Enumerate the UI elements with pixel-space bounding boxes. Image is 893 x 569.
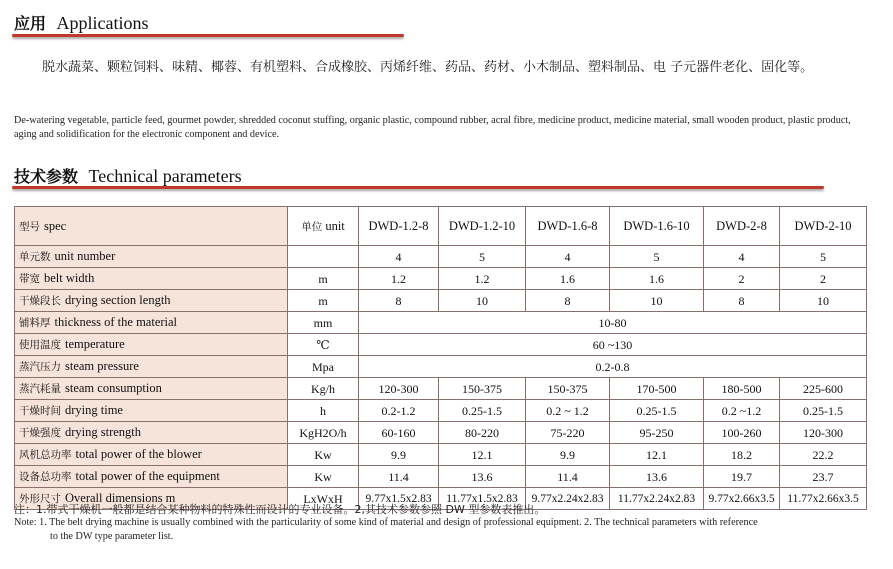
row-value: 4 [704, 246, 780, 268]
row-label-en: drying strength [65, 425, 142, 439]
row-value: 10 [610, 290, 704, 312]
row-value: 4 [359, 246, 439, 268]
row-label-en: belt width [44, 271, 95, 285]
table-row [15, 290, 867, 312]
row-value: 150-375 [439, 378, 526, 400]
row-value: 1.2 [439, 268, 526, 290]
row-value: 60-160 [359, 422, 439, 444]
row-value: 0.25-1.5 [780, 400, 867, 422]
row-value: 150-375 [526, 378, 610, 400]
row-label-cn: 蒸汽压力 [19, 361, 61, 373]
row-value: 9.9 [526, 444, 610, 466]
row-value: 10 [439, 290, 526, 312]
applications-text-en: De-watering vegetable, particle feed, gourmet powder, shredded coconut stuffing, organic plastic, compound rubber, acral fibre, medicine product, medicine material, small wooden product, plastic product, aging and solidification for the electronic component and device. [14, 115, 851, 140]
model-header: DWD-1.6-8 [526, 207, 610, 246]
row-value-merged: 0.2-0.8 [359, 356, 867, 378]
technical-title-en: Technical parameters [88, 166, 242, 186]
row-label [15, 378, 288, 400]
row-value: 180-500 [704, 378, 780, 400]
row-value: 120-300 [780, 422, 867, 444]
row-unit: h [288, 400, 359, 422]
row-label [15, 466, 288, 488]
unit-header-en: unit [325, 218, 345, 233]
row-value: 2 [704, 268, 780, 290]
row-unit: Mpa [288, 356, 359, 378]
table-row [15, 312, 867, 334]
spec-header-cell [15, 207, 288, 246]
row-value: 9.77x1.5x2.83 [359, 488, 439, 510]
row-label-cn: 设备总功率 [19, 471, 72, 483]
applications-text-cn: 脱水蔬菜、颗粒饲料、味精、椰蓉、有机塑料、合成橡胶、丙烯纤维、药品、药材、小木制品、塑料制品、电 子元器件老化、固化等。 [42, 60, 814, 75]
row-value: 80-220 [439, 422, 526, 444]
row-label-en: drying section length [65, 293, 171, 307]
row-value: 0.2 ~ 1.2 [526, 400, 610, 422]
row-unit: ℃ [288, 334, 359, 356]
row-label [15, 422, 288, 444]
row-label-en: unit number [54, 249, 116, 263]
row-unit: Kw [288, 444, 359, 466]
row-label [15, 356, 288, 378]
row-value: 12.1 [439, 444, 526, 466]
row-value: 0.2-1.2 [359, 400, 439, 422]
note-en [14, 516, 874, 544]
row-label-cn: 单元数 [19, 251, 51, 263]
row-value: 225-600 [780, 378, 867, 400]
table-row [15, 444, 867, 466]
row-value: 22.2 [780, 444, 867, 466]
row-value: 5 [439, 246, 526, 268]
row-value: 8 [526, 290, 610, 312]
applications-title-en: Applications [56, 13, 149, 33]
row-unit: m [288, 290, 359, 312]
row-label-cn: 干燥段长 [19, 295, 61, 307]
row-value: 8 [704, 290, 780, 312]
row-value: 8 [359, 290, 439, 312]
table-row [15, 334, 867, 356]
row-label-cn: 干燥时间 [19, 405, 61, 417]
row-value: 10 [780, 290, 867, 312]
row-value: 12.1 [610, 444, 704, 466]
row-value: 13.6 [439, 466, 526, 488]
note-en-line1: Note: 1. The belt drying machine is usually combined with the particularity of some kind of material and design of professional equipment. 2. The technical parameters with reference [14, 517, 758, 528]
row-label-en: total power of the blower [75, 447, 202, 461]
table-row [15, 268, 867, 290]
spec-header-cn: 型号 [19, 220, 40, 233]
unit-header-cell [288, 207, 359, 246]
row-label [15, 334, 288, 356]
technical-underline [12, 186, 824, 189]
row-label [15, 246, 288, 268]
row-value: 5 [780, 246, 867, 268]
note-en-line2: to the DW type parameter list. [50, 531, 174, 542]
row-label [15, 268, 288, 290]
table-row [15, 378, 867, 400]
row-value-merged: 10-80 [359, 312, 867, 334]
row-value: 18.2 [704, 444, 780, 466]
row-label-cn: 蒸汽耗量 [19, 383, 61, 395]
row-label [15, 444, 288, 466]
row-label [15, 290, 288, 312]
row-label [15, 312, 288, 334]
row-unit [288, 246, 359, 268]
row-value: 100-260 [704, 422, 780, 444]
row-label [15, 400, 288, 422]
row-value: 75-220 [526, 422, 610, 444]
model-header: DWD-2-10 [780, 207, 867, 246]
row-value: 23.7 [780, 466, 867, 488]
row-value: 13.6 [610, 466, 704, 488]
row-label-en: steam pressure [65, 359, 139, 373]
row-unit: LxWxH [288, 488, 359, 510]
table-row [15, 400, 867, 422]
row-value: 0.25-1.5 [439, 400, 526, 422]
row-unit: Kg/h [288, 378, 359, 400]
applications-heading [14, 11, 149, 34]
row-value: 11.4 [526, 466, 610, 488]
row-value: 2 [780, 268, 867, 290]
row-unit: mm [288, 312, 359, 334]
row-label-en: total power of the equipment [75, 469, 220, 483]
row-value: 9.77x2.66x3.5 [704, 488, 780, 510]
row-value-merged: 60 ~130 [359, 334, 867, 356]
row-label-cn: 风机总功率 [19, 449, 72, 461]
table-row [15, 422, 867, 444]
row-value: 0.2 ~1.2 [704, 400, 780, 422]
model-header: DWD-1.2-8 [359, 207, 439, 246]
row-label-cn: 使用温度 [19, 339, 61, 351]
spec-table [14, 206, 867, 510]
applications-title-cn: 应用 [14, 14, 47, 33]
row-value: 170-500 [610, 378, 704, 400]
row-unit: m [288, 268, 359, 290]
technical-title-cn: 技术参数 [14, 167, 79, 186]
row-label-en: Overall dimensions m [65, 491, 176, 505]
row-value: 9.77x2.24x2.83 [526, 488, 610, 510]
row-label-en: steam consumption [65, 381, 162, 395]
row-label-cn: 干燥强度 [19, 427, 61, 439]
technical-heading [14, 164, 242, 187]
note-cn: 注：1.带式干燥机一般都是结合某种物料的特殊性而设计的专业设备。2,其技术参数参照 DW 型参数表推出。 [14, 503, 546, 516]
row-value: 11.77x2.66x3.5 [780, 488, 867, 510]
spec-header-en: spec [44, 218, 67, 233]
row-value: 1.6 [526, 268, 610, 290]
applications-underline [12, 34, 404, 37]
row-value: 95-250 [610, 422, 704, 444]
model-header: DWD-1.2-10 [439, 207, 526, 246]
row-value: 0.25-1.5 [610, 400, 704, 422]
model-header: DWD-1.6-10 [610, 207, 704, 246]
row-value: 11.4 [359, 466, 439, 488]
table-row [15, 466, 867, 488]
model-header: DWD-2-8 [704, 207, 780, 246]
table-header-row [15, 207, 867, 246]
row-value: 120-300 [359, 378, 439, 400]
row-unit: KgH2O/h [288, 422, 359, 444]
table-row [15, 356, 867, 378]
unit-header-cn: 单位 [301, 220, 323, 233]
row-value: 11.77x2.24x2.83 [610, 488, 704, 510]
row-label-en: drying time [65, 403, 123, 417]
row-value: 1.2 [359, 268, 439, 290]
row-value: 1.6 [610, 268, 704, 290]
row-unit: Kw [288, 466, 359, 488]
table-row [15, 246, 867, 268]
row-value: 5 [610, 246, 704, 268]
row-label-cn: 铺料厚 [19, 317, 51, 329]
row-label-cn: 带宽 [19, 273, 40, 285]
row-value: 11.77x1.5x2.83 [439, 488, 526, 510]
row-label-cn: 外形尺寸 [19, 493, 61, 505]
row-value: 9.9 [359, 444, 439, 466]
row-value: 4 [526, 246, 610, 268]
row-value: 19.7 [704, 466, 780, 488]
row-label-en: temperature [65, 337, 125, 351]
row-label-en: thickness of the material [54, 315, 178, 329]
